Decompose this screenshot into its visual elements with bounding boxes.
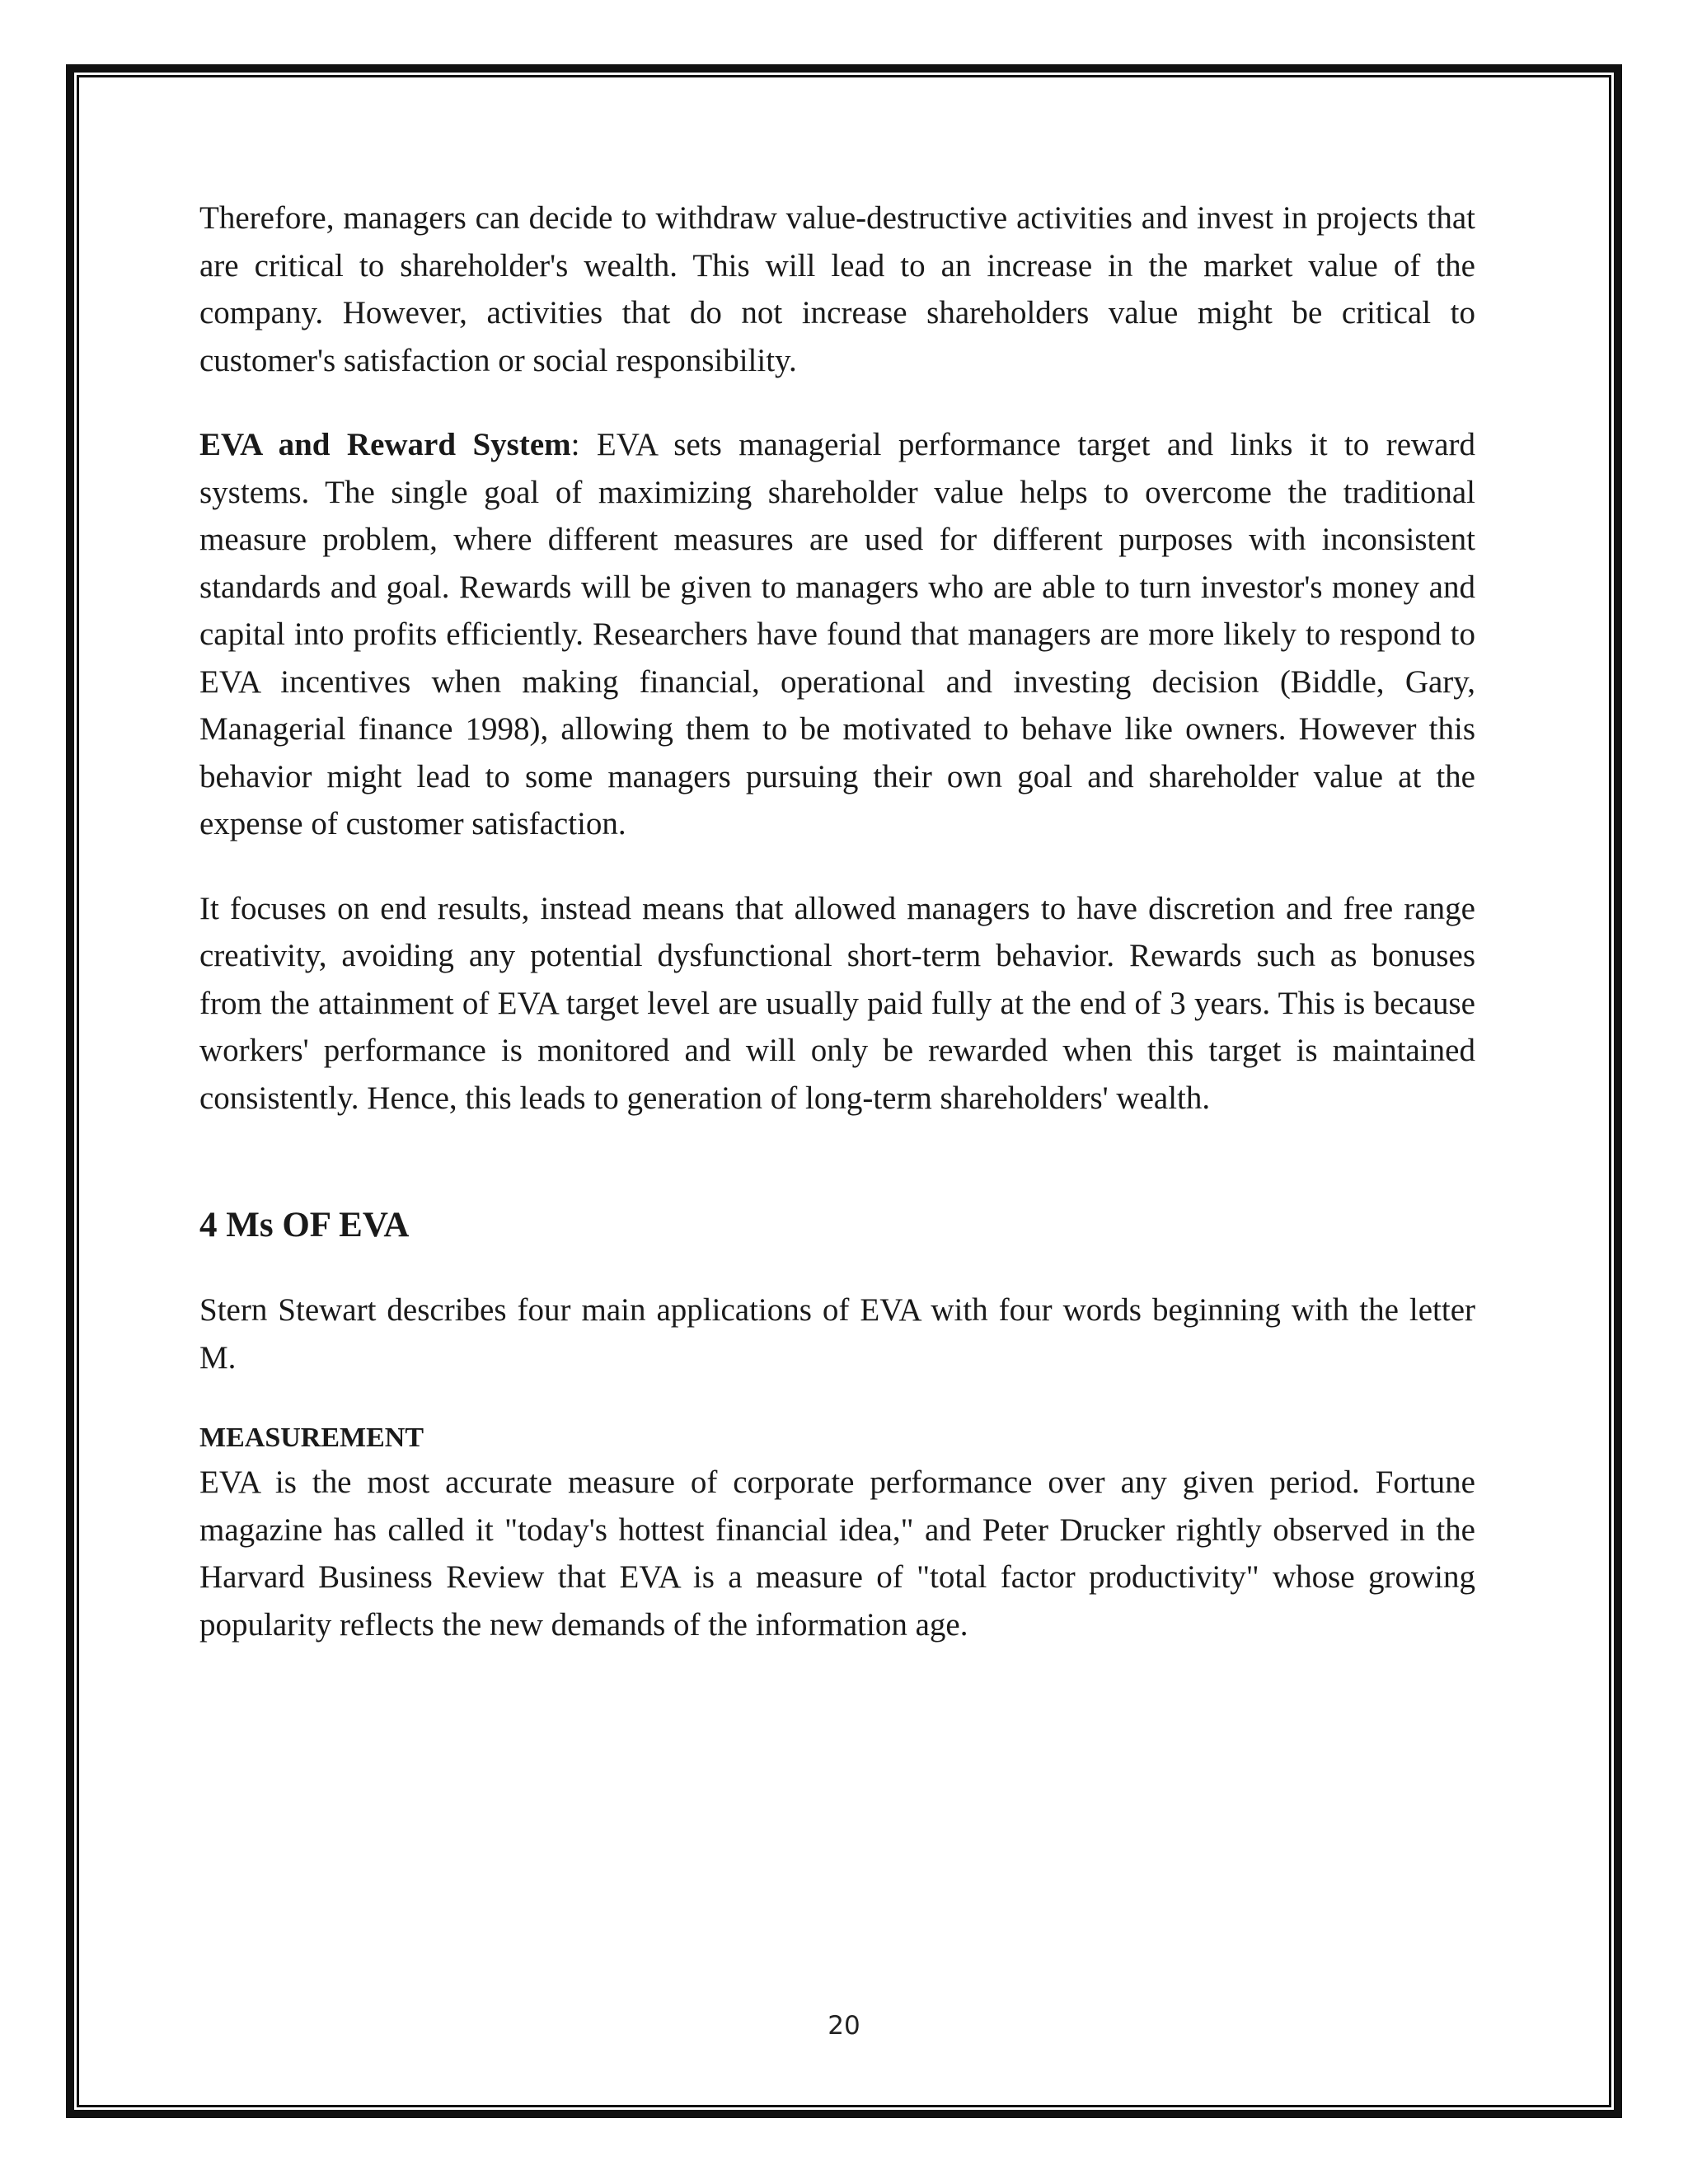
page-number: 20 [828,2011,860,2041]
paragraph-four-ms: Stern Stewart describes four main applications of EVA with four words beginning with the letter M. [199,1292,1475,1376]
section-heading: 4 Ms OF EVA [199,1206,410,1244]
subheading-measurement: MEASUREMENT [199,1422,424,1453]
paragraph-shareholder-wealth: Therefore, managers can decide to withdraw value-destructive activities and invest in projects that are critical to shareholder's wealth. This will lead to an increase in the market value of the company. However, activities that do not increase shareholders value might be critical to customer's satisfaction or social responsibility. [199,200,1475,378]
reward-system-lead: EVA and Reward System [199,427,571,462]
paragraph-end-results: It focuses on end results, instead means that allowed managers to have discretion and free range creativity, avoiding any potential dysfunctional short-term behavior. Rewards such as bonuses from the attainment of EVA target level are usually paid fully at the end of 3 years. This is because workers' performance is monitored and will only be rewarded when this target is maintained consistently. Hence, this leads to generation of long-term shareholders' wealth. [199,890,1475,1116]
paragraph-reward-system [199,421,1475,848]
reward-system-body: : EVA sets managerial performance target and links it to reward systems. The single goal of maximizing shareholder value helps to overcome the traditional measure problem, where different measures are used for different purposes with inconsistent standards and goal. Rewards will be given to managers who are able to turn investor's money and capital into profits efficiently. Researchers have found that managers are more likely to respond to EVA incentives when making financial, operational and investing decision (Biddle, Gary, Managerial finance 1998), allowing them to be motivated to behave like owners. However this behavior might lead to some managers pursuing their own goal and shareholder value at the expense of customer satisfaction. [199,427,1475,841]
paragraph-measurement: EVA is the most accurate measure of corporate performance over any given period. Fortune magazine has called it "today's hottest financial idea," and Peter Drucker rightly observed in the Harvard Business Review that EVA is a measure of "total factor productivity" whose growing popularity reflects the new demands of the information age. [199,1465,1475,1643]
page-content [199,194,1475,1648]
